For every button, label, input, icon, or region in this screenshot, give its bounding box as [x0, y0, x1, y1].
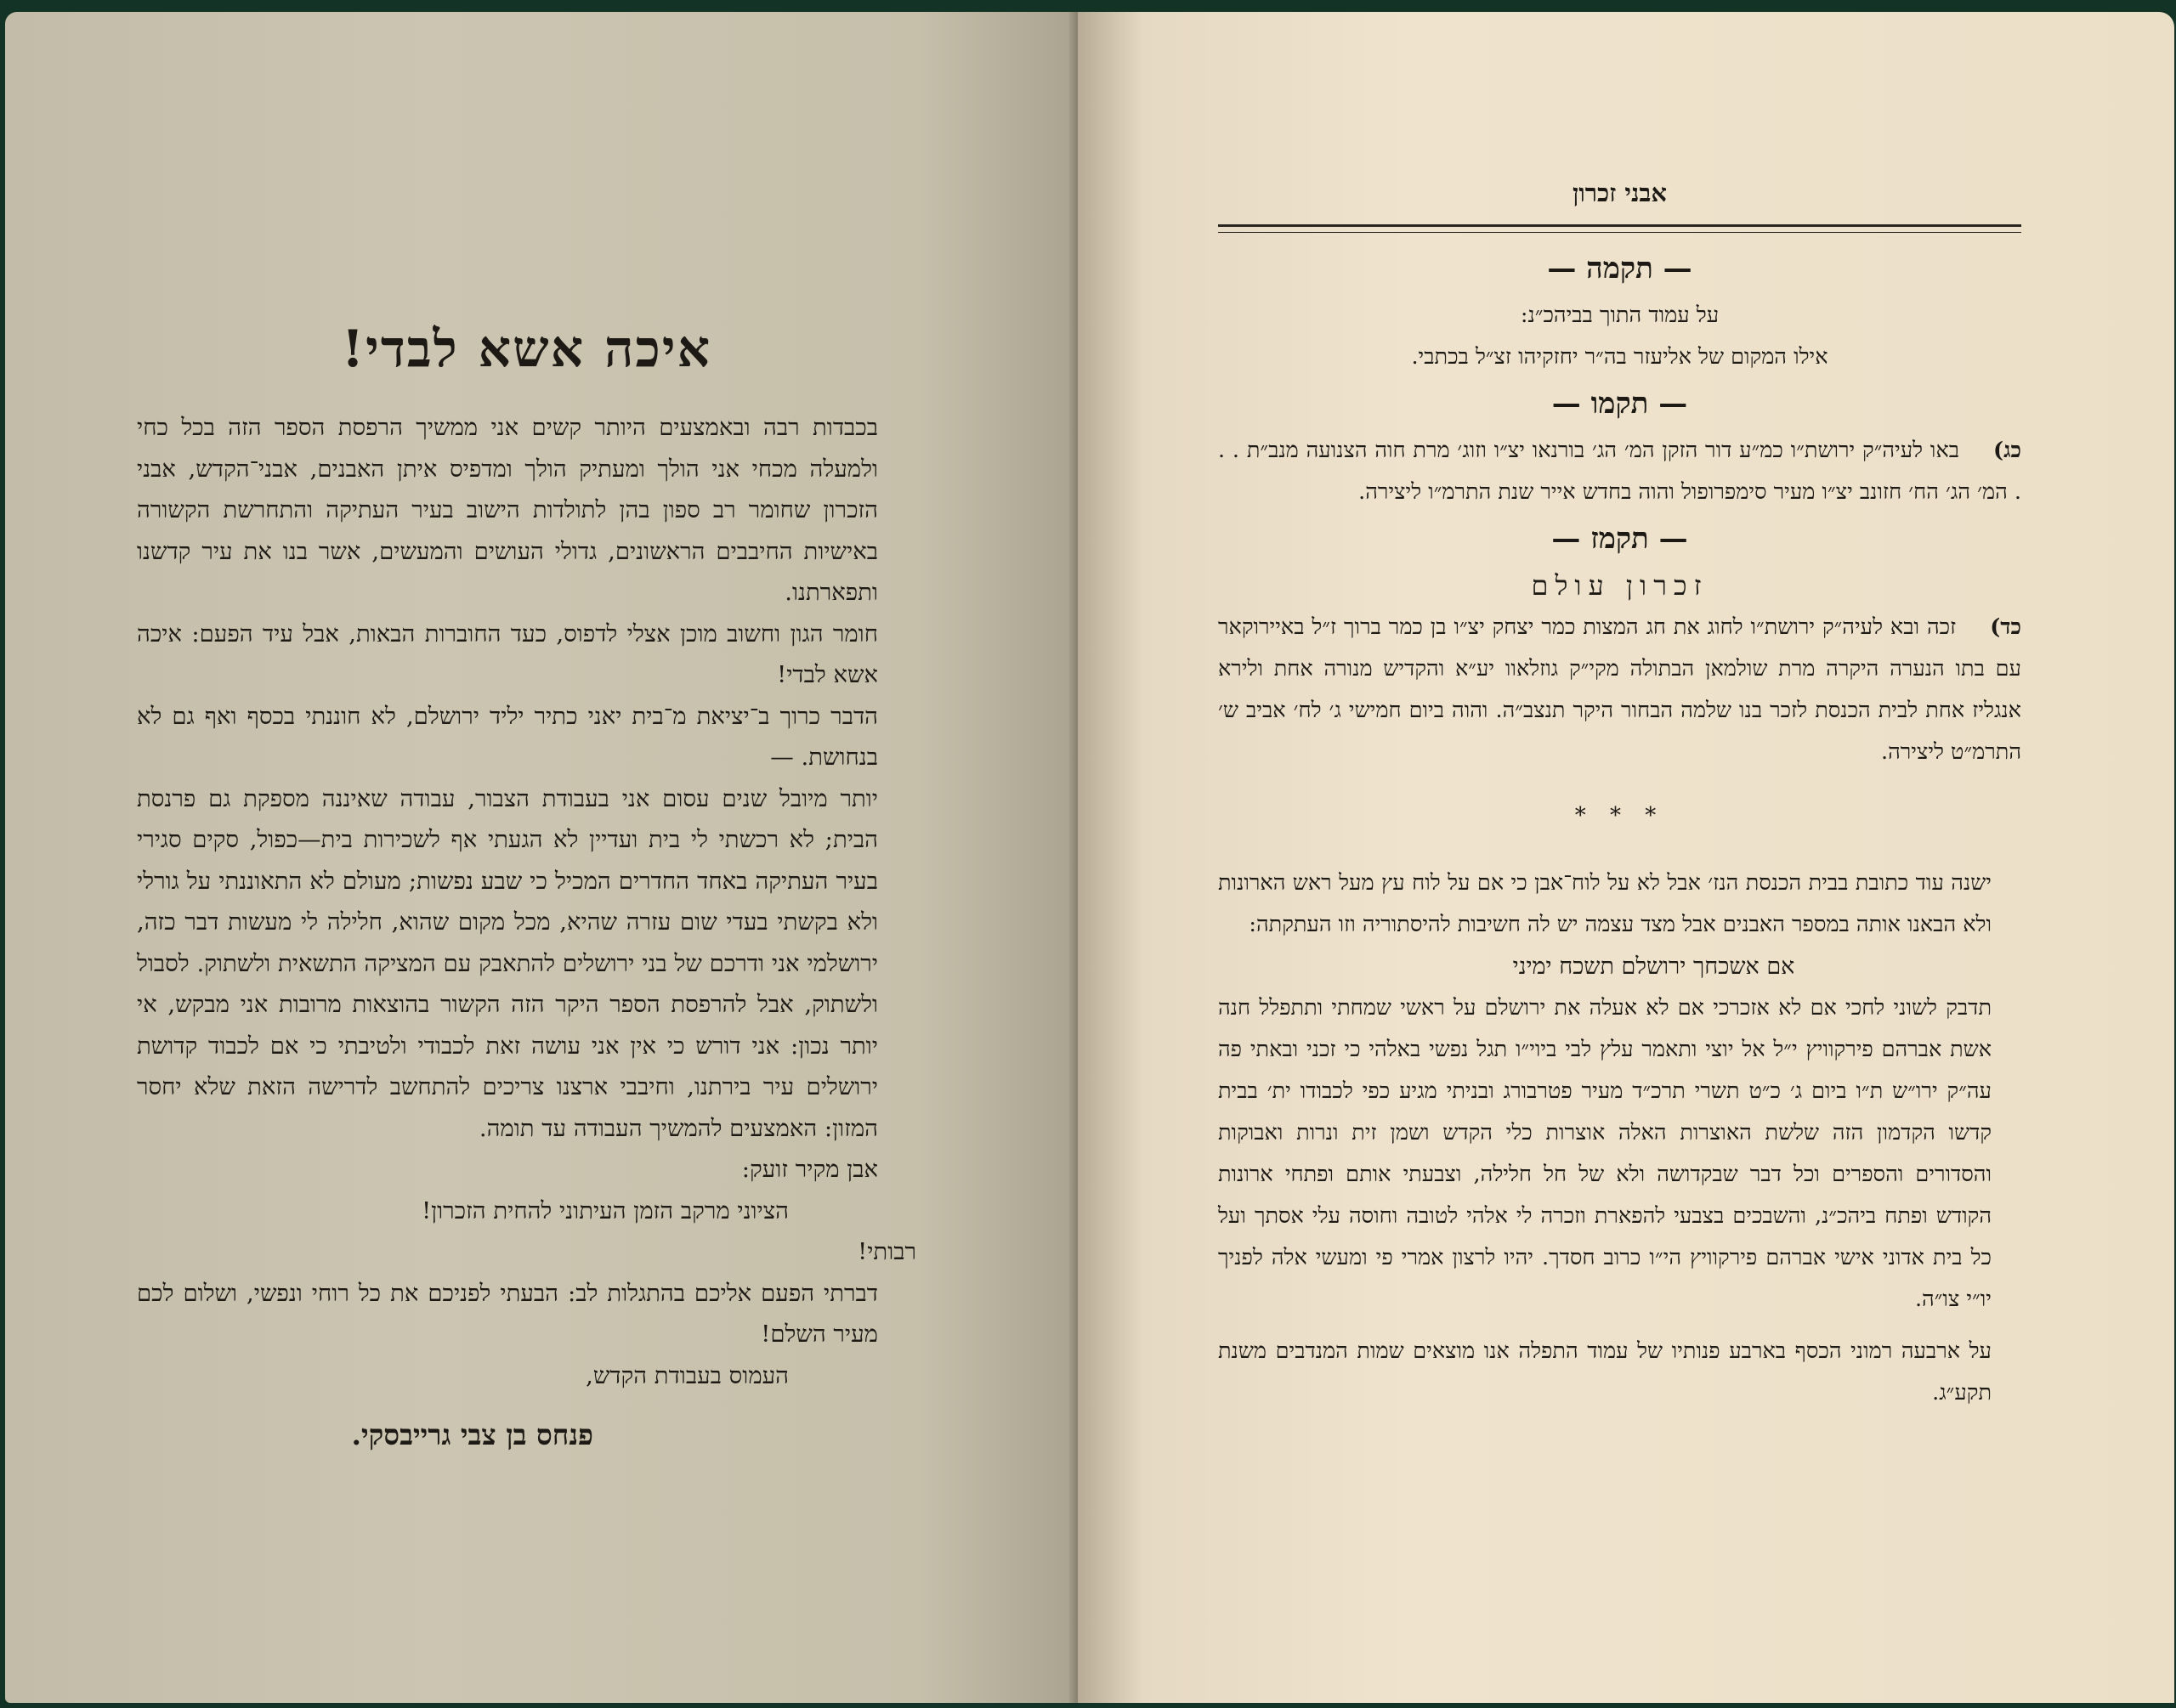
paragraph: על ארבעה רמוני הכסף בארבע פנותיו של עמוד התפלה אנו מוצאים שמות המנדבים משנת תקע״ג.	[1218, 1338, 1992, 1405]
left-page-body	[137, 407, 916, 1456]
signature: פנחס בן צבי גרייבסקי.	[351, 1418, 593, 1451]
inscription-line: אילו המקום של אליעזר בה״ר יחזקיהו זצ״ל בכתבי.	[1411, 344, 1828, 370]
entry-paragraph	[1218, 607, 2021, 773]
closing-paragraph: דברתי הפעם אליכם בהתגלות לב: הבעתי לפניכם את כל רוחי ונפשי, ושלום לכם מעיר השלם!	[137, 1279, 878, 1348]
section-heading: — תקמז —	[1551, 522, 1688, 556]
right-page	[1078, 12, 2174, 1703]
right-page-body	[1218, 243, 2021, 1414]
inscription-line: על עמוד התוך בביהכ״נ:	[1520, 303, 1720, 328]
page-title: איכה אשא לבדי!	[341, 320, 712, 379]
paragraph: בכבדות רבה ובאמצעים היותר קשים אני ממשיך הרפסת הספר הזה בכל כחי ולמעלה מכחי אני הולך ומעתיק הולך ומדפיס איתן האבנים, אבני־הקדש, אבני הזכרון שחומר רב ספון בהן לתולדות הישוב בעיר העתיקה והתחרשת הקשורה באישיות החיבבים הראשונים, גדולי העושים והמעשים, אשר בנו את עיר קדשנו ותפארתנו.	[137, 414, 878, 606]
paragraph: תדבק לשוני לחכי אם לא אזכרכי אם לא אעלה את ירושלם על ראשי שמחתי ותתפלל חנה אשת אברהם פירקוויץ י״ל אל יוצי ותאמר עלץ לבי ביוי״ו תגל נפשי באלהי כי זכני ובאתי פה עה״ק ירו״ש ת״ו ביום ג׳ כ״ט תשרי תרכ״ד מעיר פטרבורג ובניתי מגיע כפי לכבודו ית׳ בבית קדשו הקדמון הזה שלשת האוצרות האלה אוצרות כלי הקדש ושמן זית ונרות ואבוקות והסדורים והספרים וכל דבר שבקדושה ולא של חל חלילה, וצבעתי אותם ופתחי ארונות הקודש ופתח ביהכ״נ, והשבכים בצבעי להפארת וזכרה לי אלהי לטובה וחוסה עלי אסתך ועל כל בית אדוני אישי אברהם פירקוויץ הי״ו כרוב חסדך. יהיו לרצון אמרי פי ומעשי אלה לפניך יו״י צו״ה.	[1218, 995, 1992, 1312]
entry-text: זכה ובא לעיה״ק ירושת״ו לחוג את חג המצות כמר יצחק יצ״ו בן כמר ברוך ז״ל באיירוקאר עם בתו הנערה היקרה מרת שולמאן הבתולה מקי״ק גוזלאוו יע״א והקדיש מנורה אחת ולירא אנגליז אחת לבית הכנסת לזכר בנו שלמה הבחור היקר תנצב״ה. והוה ביום חמישי ג׳ לח׳ אביב ש׳ התרמ״ט ליצירה.	[1218, 614, 2021, 765]
entry-number: כג)	[1993, 438, 2021, 463]
memorial-title: זכרון עולם	[1531, 569, 1708, 602]
paragraph: יותר מיובל שנים עסום אני בעבודת הצבור, עבודה שאיננה מספקת גם פרנסת הבית; לא רכשתי לי בית ועדיין לא הגעתי אף לשכירות בית—כפול, סקים סגירי בעיר העתיקה באחד החדרים המכיל כי שבע נפשות; מעולם לא התאוננתי על גורלי ולא בקשתי בעדי שום עזרה שהיא, מכל מקום שהוא, חלילה לי מעשות דבר כזה, ירושלמי אני ודרכם של בני ירושלים להתאבק עם המציקה התשאית ולשתוק. לסבול ולשתוק, אבל להרפסת הספר היקר הזה הקשור בהוצאות מרובות אני מבקש, אי יותר נכון: אני דורש כי אין אני עושה זאת לכבודי ולטיבתי כי אם לכבוד קדושת ירושלים עיר בירתנו, וחיבבי ארצנו צריכים להתחשב לדרישה הזאת שלא יחסר המזון: האמצעים להמשיך העבודה עד תומה.	[137, 784, 878, 1142]
entry-text: באו לעיה״ק ירושת״ו כמ״ע דור הזקן המ׳ הג׳ בורנאו יצ״ו וזוג׳ מרת חוה הצנועה מנב״ת . . . המ׳ הג׳ הח׳ חזונב יצ״ו מעיר סימפרופול והוה בחדש אייר שנת התרמ״ו ליצירה.	[1218, 438, 2021, 505]
section-divider: * * *	[1574, 803, 1665, 829]
paragraph: חומר הגון וחשוב מוכן אצלי לדפוס, כעד החוברות הבאות, אבל עיד הפעם: איכה אשא לבדי!	[137, 619, 878, 688]
line-sirs: רבותי!	[858, 1238, 916, 1265]
quote-line: אם אשכחך ירושלם תשכח ימיני	[1512, 953, 1795, 980]
entry-paragraph	[1218, 430, 2021, 513]
paragraph: הדבר כרוך ב־יציאת מ־בית יאני כתיר יליד ירושלם, לא חוננתי בכסף ואף גם לא בנחושת. —	[137, 702, 878, 771]
header-rule	[1218, 224, 2021, 233]
entry-number: כד)	[1990, 614, 2021, 640]
section-heading: — תקמה —	[1547, 252, 1692, 286]
paragraph: ישנה עוד כתובת בבית הכנסת הנז׳ אבל לא על לוח־אבן כי אם על לוח עץ מעל ראש הארונות ולא הבאנו אותה במספר האבנים אבל מצד עצמה יש לה חשיבות להיסתוריה וזו העתקתה:	[1218, 870, 1992, 937]
section-heading: — תקמו —	[1551, 387, 1688, 421]
line-zion: הציוני מרקב הזמן העיתוני להחית הזכרון!	[422, 1196, 789, 1224]
left-page	[5, 12, 1078, 1703]
running-head: אבני זכרון	[1572, 178, 1668, 207]
line-even: אבן מקיר זועק:	[741, 1156, 878, 1183]
signoff: העמוס בעבודת הקדש,	[586, 1361, 789, 1389]
